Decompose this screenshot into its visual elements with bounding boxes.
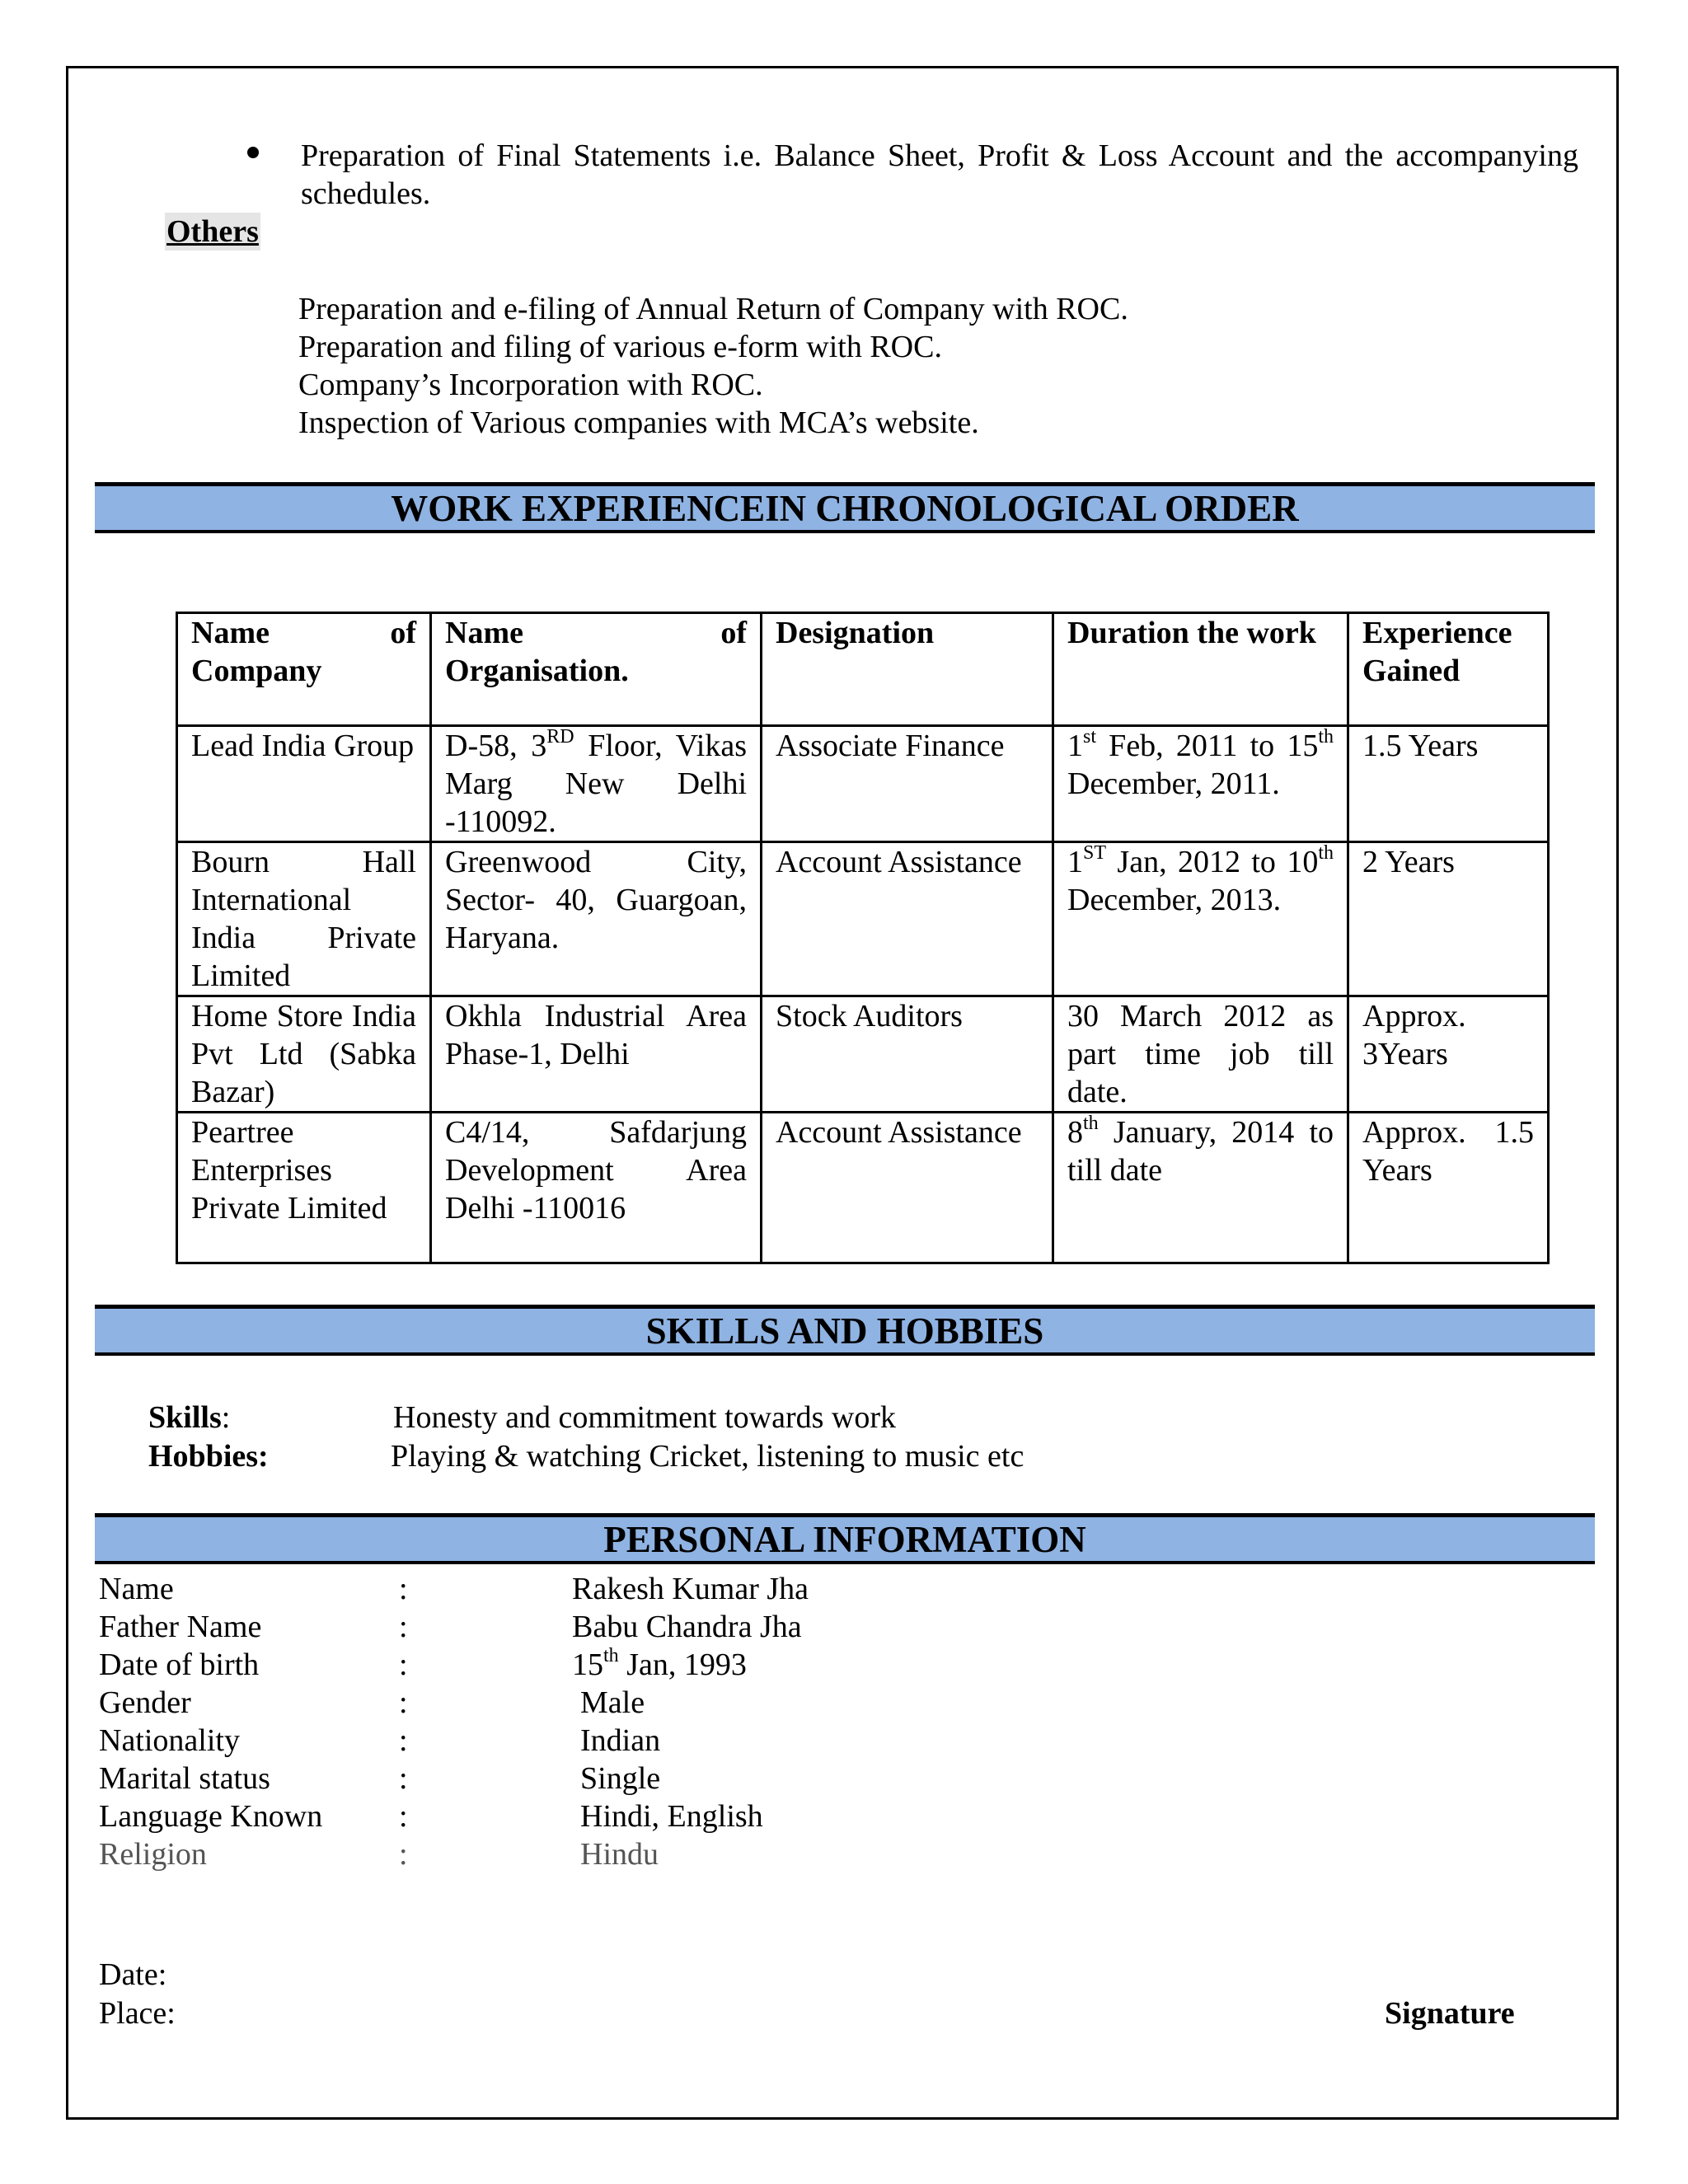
- cell-designation: Associate Finance: [762, 726, 1053, 842]
- cell-experience: Approx. 3Years: [1348, 996, 1549, 1113]
- personal-info-label: Gender: [99, 1685, 191, 1720]
- personal-info-colon: :: [399, 1572, 408, 1606]
- cell-duration: 1ST Jan, 2012 to 10th December, 2013.: [1053, 842, 1348, 996]
- hobbies-label: Hobbies:: [148, 1439, 269, 1474]
- personal-info-value: Hindi, English: [580, 1799, 763, 1834]
- personal-info-value: Indian: [580, 1723, 661, 1758]
- personal-info-label: Language Known: [99, 1799, 323, 1834]
- others-item: Preparation and e-filing of Annual Return of Company with ROC.: [298, 292, 1128, 326]
- table-row: [177, 1113, 1549, 1263]
- cell-duration: 1st Feb, 2011 to 15th December, 2011.: [1053, 726, 1348, 842]
- personal-info-row: [99, 1722, 1418, 1760]
- personal-info-row: [99, 1570, 1418, 1608]
- work-experience-heading: WORK EXPERIENCEIN CHRONOLOGICAL ORDER: [95, 482, 1595, 533]
- cell-company: Bourn Hall International India Private Limited: [177, 842, 431, 996]
- skills-value: Honesty and commitment towards work: [393, 1400, 897, 1435]
- personal-info-label: Father Name: [99, 1610, 262, 1644]
- personal-info-value: Babu Chandra Jha: [572, 1610, 802, 1644]
- personal-info-colon: :: [399, 1610, 408, 1644]
- cell-experience: 1.5 Years: [1348, 726, 1549, 842]
- cell-experience: Approx. 1.5 Years: [1348, 1113, 1549, 1263]
- personal-info-value: Hindu: [580, 1837, 659, 1872]
- cell-duration: 30 March 2012 as part time job till date.: [1053, 996, 1348, 1113]
- personal-info-label: Name: [99, 1572, 174, 1606]
- personal-info-colon: :: [399, 1647, 408, 1682]
- personal-info-heading: PERSONAL INFORMATION: [95, 1513, 1595, 1564]
- header-experience: Experience Gained: [1348, 613, 1549, 726]
- place-label: Place:: [99, 1996, 176, 2031]
- cell-company: Lead India Group: [177, 726, 431, 842]
- personal-info-colon: :: [399, 1761, 408, 1796]
- cell-company: Peartree Enterprises Private Limited: [177, 1113, 431, 1263]
- cell-organisation: Okhla Industrial Area Phase-1, Delhi: [431, 996, 762, 1113]
- personal-info-value: Rakesh Kumar Jha: [572, 1572, 809, 1606]
- personal-info-colon: :: [399, 1837, 408, 1872]
- cell-duration: 8th January, 2014 to till date: [1053, 1113, 1348, 1263]
- bullet-item: Preparation of Final Statements i.e. Balance Sheet, Profit & Loss Account and the accompanying schedules.: [301, 138, 1578, 211]
- others-heading: Others: [166, 214, 259, 249]
- table-row: [177, 726, 1549, 842]
- skills-label: Skills:: [148, 1400, 231, 1435]
- personal-info-label: Nationality: [99, 1723, 240, 1758]
- personal-info-colon: :: [399, 1685, 408, 1720]
- header-organisation: Name of Organisation.: [431, 613, 762, 726]
- personal-info-row: [99, 1608, 1418, 1646]
- others-item: Preparation and filing of various e-form with ROC.: [298, 330, 942, 364]
- cell-designation: Account Assistance: [762, 1113, 1053, 1263]
- cell-designation: Account Assistance: [762, 842, 1053, 996]
- personal-info-colon: :: [399, 1799, 408, 1834]
- others-item: Inspection of Various companies with MCA’s website.: [298, 405, 979, 440]
- date-label: Date:: [99, 1957, 167, 1992]
- personal-info-row: [99, 1760, 1418, 1797]
- table-row: [177, 996, 1549, 1113]
- bullet-icon: [247, 147, 259, 158]
- cell-designation: Stock Auditors: [762, 996, 1053, 1113]
- cell-experience: 2 Years: [1348, 842, 1549, 996]
- others-item: Company’s Incorporation with ROC.: [298, 368, 763, 402]
- table-header-row: [177, 613, 1549, 726]
- personal-info-value: Single: [580, 1761, 661, 1796]
- personal-info-colon: :: [399, 1723, 408, 1758]
- personal-info-value: 15th Jan, 1993: [572, 1645, 747, 1682]
- cell-organisation: C4/14, Safdarjung Development Area Delhi -110016: [431, 1113, 762, 1263]
- header-designation: Designation: [762, 613, 1053, 726]
- hobbies-value: Playing & watching Cricket, listening to music etc: [391, 1439, 1025, 1474]
- cell-organisation: D-58, 3RD Floor, Vikas Marg New Delhi -110092.: [431, 726, 762, 842]
- personal-info-label: Religion: [99, 1837, 207, 1872]
- personal-info-row: [99, 1684, 1418, 1722]
- table-row: [177, 842, 1549, 996]
- personal-info-value: Male: [580, 1685, 645, 1720]
- cell-organisation: Greenwood City, Sector- 40, Guargoan, Haryana.: [431, 842, 762, 996]
- header-company: Name of Company: [177, 613, 431, 726]
- personal-info-row: [99, 1835, 1418, 1873]
- personal-info-row: [99, 1797, 1418, 1835]
- work-experience-table: [176, 612, 1550, 1264]
- cell-company: Home Store India Pvt Ltd (Sabka Bazar): [177, 996, 431, 1113]
- personal-info-label: Date of birth: [99, 1647, 260, 1682]
- personal-info-label: Marital status: [99, 1761, 270, 1796]
- signature-label: Signature: [1385, 1996, 1515, 2031]
- header-duration: Duration the work: [1053, 613, 1348, 726]
- skills-heading: SKILLS AND HOBBIES: [95, 1305, 1595, 1356]
- others-list: [298, 290, 1128, 442]
- personal-info-row: [99, 1646, 1418, 1684]
